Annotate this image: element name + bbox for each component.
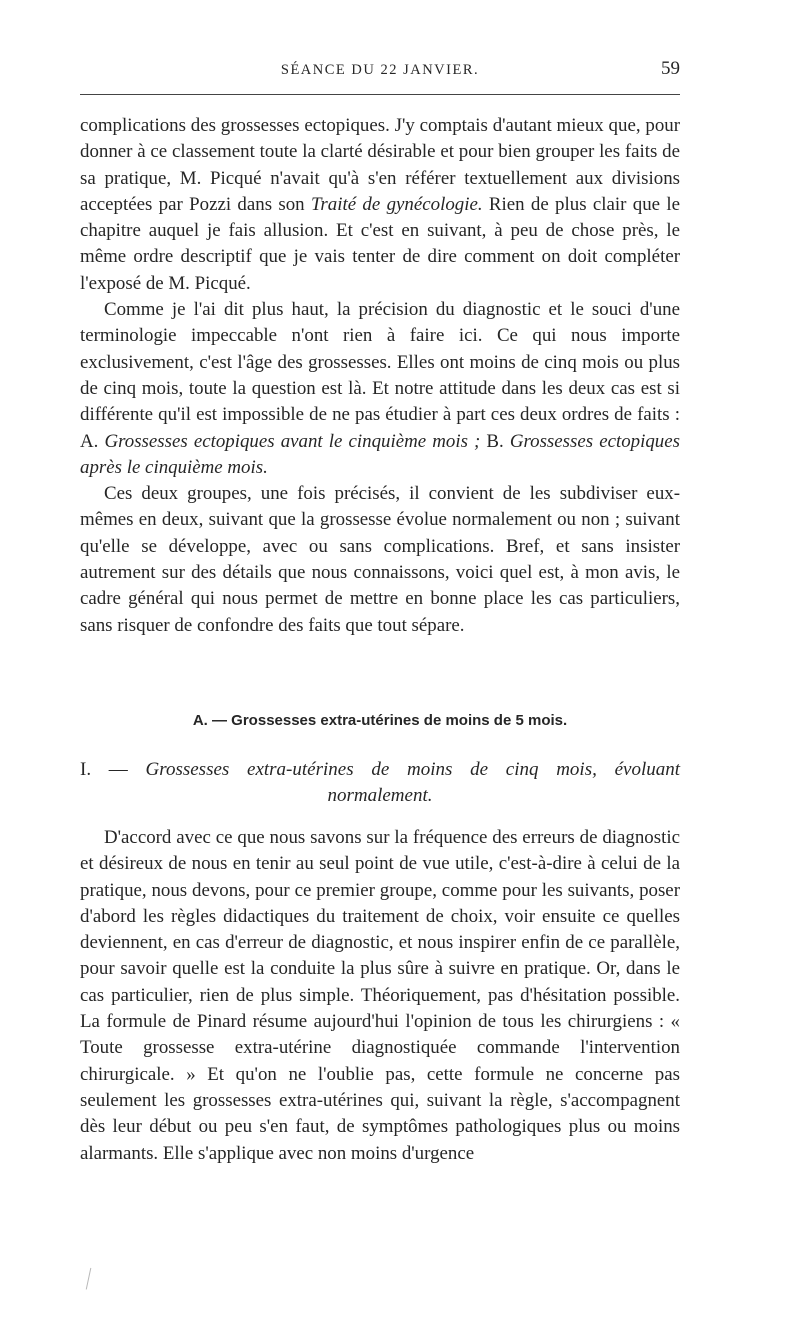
- section-heading-a: A. — Grossesses extra-utérines de moins de 5 mois.: [192, 712, 568, 729]
- running-header: [80, 58, 680, 86]
- paragraph-2-part-b: B.: [480, 430, 510, 452]
- subsection-heading-i: [80, 757, 680, 809]
- category-a-italic: Grossesses ectopiques avant le cinquième mois ;: [104, 430, 481, 452]
- subsection-number: I. —: [80, 759, 128, 780]
- text-block-bottom: [80, 825, 680, 1167]
- subsection-title-line-1: Grossesses extra-utérines de moins de cinq mois, évoluant: [145, 759, 681, 780]
- text-block-top: [80, 113, 680, 639]
- header-rule: [80, 94, 680, 95]
- paragraph-2-part-a: Comme je l'ai dit plus haut, la précision du diagnostic et le souci d'une terminologie impeccable n'ont rien à faire ici. Ce qui nous importe exclusivement, c'est l'âge des grossesses. Elles ont moins de cinq mois ou plus de cinq mois, toute la question est là. Et notre attitude dans les deux cas est si différente qu'il est impossible de ne pas étudier à part ces deux ordres de faits : A.: [80, 299, 680, 452]
- category-b-italic: Grossesses ectopiques après le cinquième mois.: [80, 430, 680, 478]
- page-number: 59: [661, 58, 680, 79]
- paragraph-1-part-a: complications des grossesses ectopiques. J'y comptais d'autant mieux que, pour donner à ce classement toute la clarté désirable et pour bien grouper les faits de sa pratique, M. Picqué n'avait qu'à s'en référer textuellement aux divisions acceptées par Pozzi dans son: [80, 115, 680, 215]
- paragraph-2: [80, 297, 680, 481]
- subsection-title-line-2: normalement.: [327, 785, 433, 806]
- paragraph-1-part-b: Rien de plus clair que le chapitre auquel je fais allusion. Et c'est en suivant, à peu de chose près, le même ordre descriptif que je vais tenter de dire comment on doit compléter l'exposé de M. Picqué.: [80, 193, 680, 294]
- paragraph-4: D'accord avec ce que nous savons sur la fréquence des erreurs de diagnostic et désireux de nous en tenir au seul point de vue utile, c'est-à-dire à celui de la pratique, nous devons, pour ce premier groupe, comme pour les suivants, poser d'abord les règles didactiques du traitement de choix, voir ensuite ce quelles deviennent, en cas d'erreur de diagnostic, et nous inspirer enfin de ce parallèle, pour savoir quelle est la conduite la plus sûre à suivre en pratique. Or, dans le cas particulier, rien de plus simple. Théoriquement, pas d'hésitation possible. La formule de Pinard résume aujourd'hui l'opinion de tous les chirurgiens : « Toute grossesse extra-utérine diagnostiquée commande l'intervention chirurgicale. » Et qu'on ne l'oublie pas, cette formule ne concerne pas seulement les grossesses extra-utérines qui, suivant la règle, s'accompagnent dès leur début ou peu s'en faut, de symptômes pathologiques plus ou moins alarmants. Elle s'applique avec non moins d'urgence: [80, 827, 680, 1164]
- book-title: Traité de gynécologie.: [310, 193, 483, 215]
- subsection-heading-line-1: [80, 757, 680, 783]
- paragraph-3: Ces deux groupes, une fois précisés, il convient de les subdiviser eux-mêmes en deux, suivant que la grossesse évolue normalement ou non ; suivant qu'elle se développe, avec ou sans complications. Bref, et sans insister autrement sur des détails que nous connaissons, voici quel est, à mon avis, le cadre général qui nous permet de mettre en bonne place les cas particuliers, sans risquer de confondre des faits que tout sépare.: [80, 483, 680, 636]
- running-title: SÉANCE DU 22 JANVIER.: [280, 62, 480, 78]
- paragraph-1: [80, 113, 680, 297]
- margin-mark: [86, 1268, 94, 1290]
